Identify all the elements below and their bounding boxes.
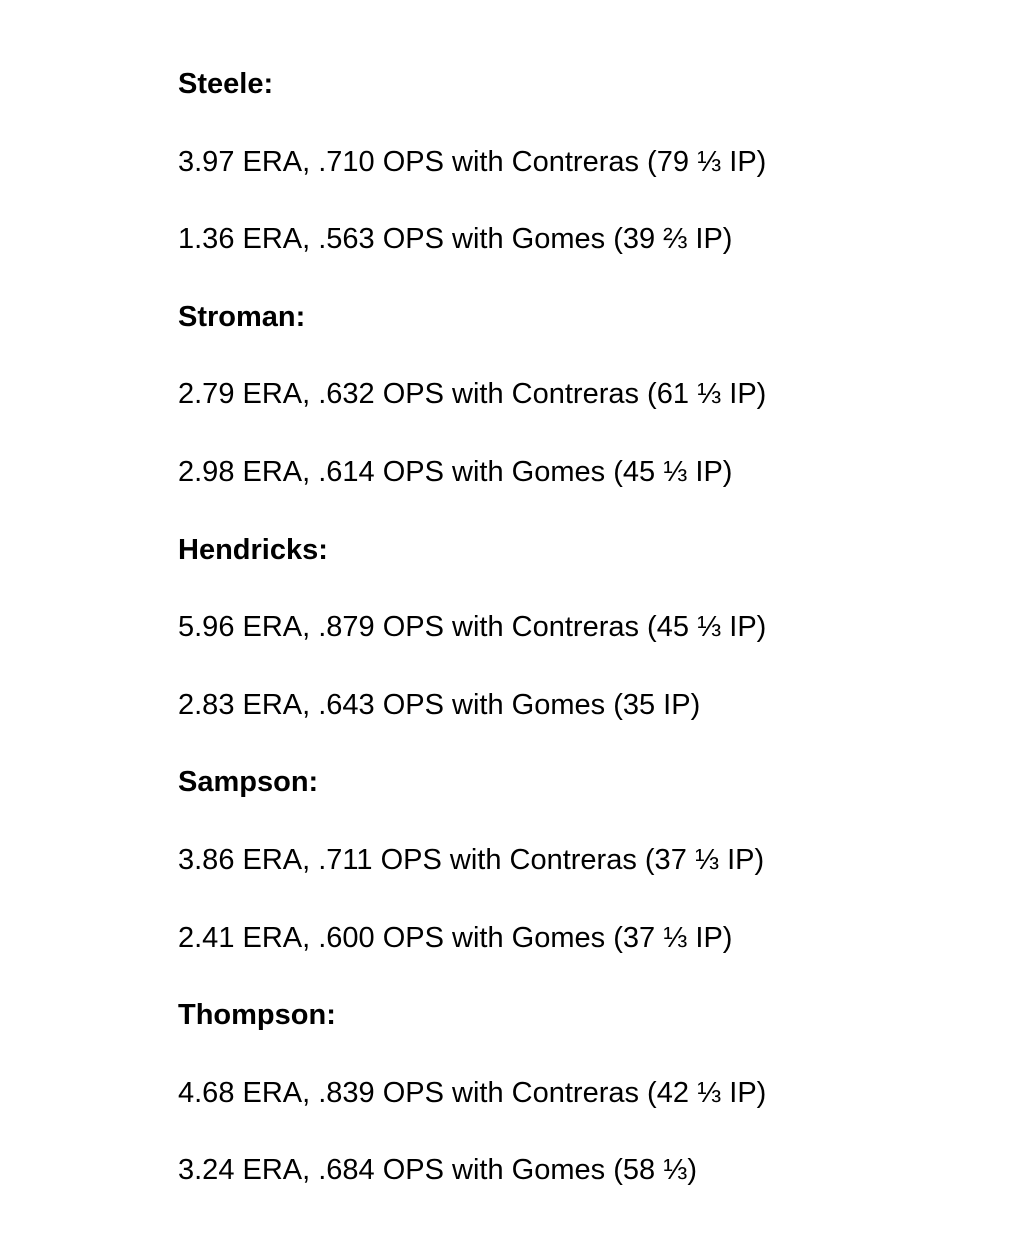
stat-line-stroman-contreras: 2.79 ERA, .632 OPS with Contreras (61 ⅓ IP) <box>178 378 767 411</box>
stat-line-sampson-gomes: 2.41 ERA, .600 OPS with Gomes (37 ⅓ IP) <box>178 921 733 954</box>
pitcher-heading-hendricks: Hendricks: <box>178 533 328 566</box>
pitcher-heading-steele: Steele: <box>178 68 274 100</box>
stat-line-thompson-gomes: 3.24 ERA, .684 OPS with Gomes (58 ⅓) <box>178 1154 698 1187</box>
stat-line-hendricks-gomes: 2.83 ERA, .643 OPS with Gomes (35 IP) <box>178 688 701 721</box>
stat-line-steele-contreras: 3.97 ERA, .710 OPS with Contreras (79 ⅓ IP) <box>178 145 767 178</box>
stat-line-stroman-gomes: 2.98 ERA, .614 OPS with Gomes (45 ⅓ IP) <box>178 455 733 488</box>
stat-line-sampson-contreras: 3.86 ERA, .711 OPS with Contreras (37 ⅓ IP) <box>178 843 765 876</box>
document-body <box>178 62 978 1226</box>
pitcher-heading-thompson: Thompson: <box>178 999 336 1032</box>
stat-line-hendricks-contreras: 5.96 ERA, .879 OPS with Contreras (45 ⅓ IP) <box>178 611 767 644</box>
stat-line-thompson-contreras: 4.68 ERA, .839 OPS with Contreras (42 ⅓ IP) <box>178 1076 767 1109</box>
pitcher-heading-stroman: Stroman: <box>178 300 306 333</box>
pitcher-heading-sampson: Sampson: <box>178 766 319 799</box>
stat-line-steele-gomes: 1.36 ERA, .563 OPS with Gomes (39 ⅔ IP) <box>178 223 733 256</box>
